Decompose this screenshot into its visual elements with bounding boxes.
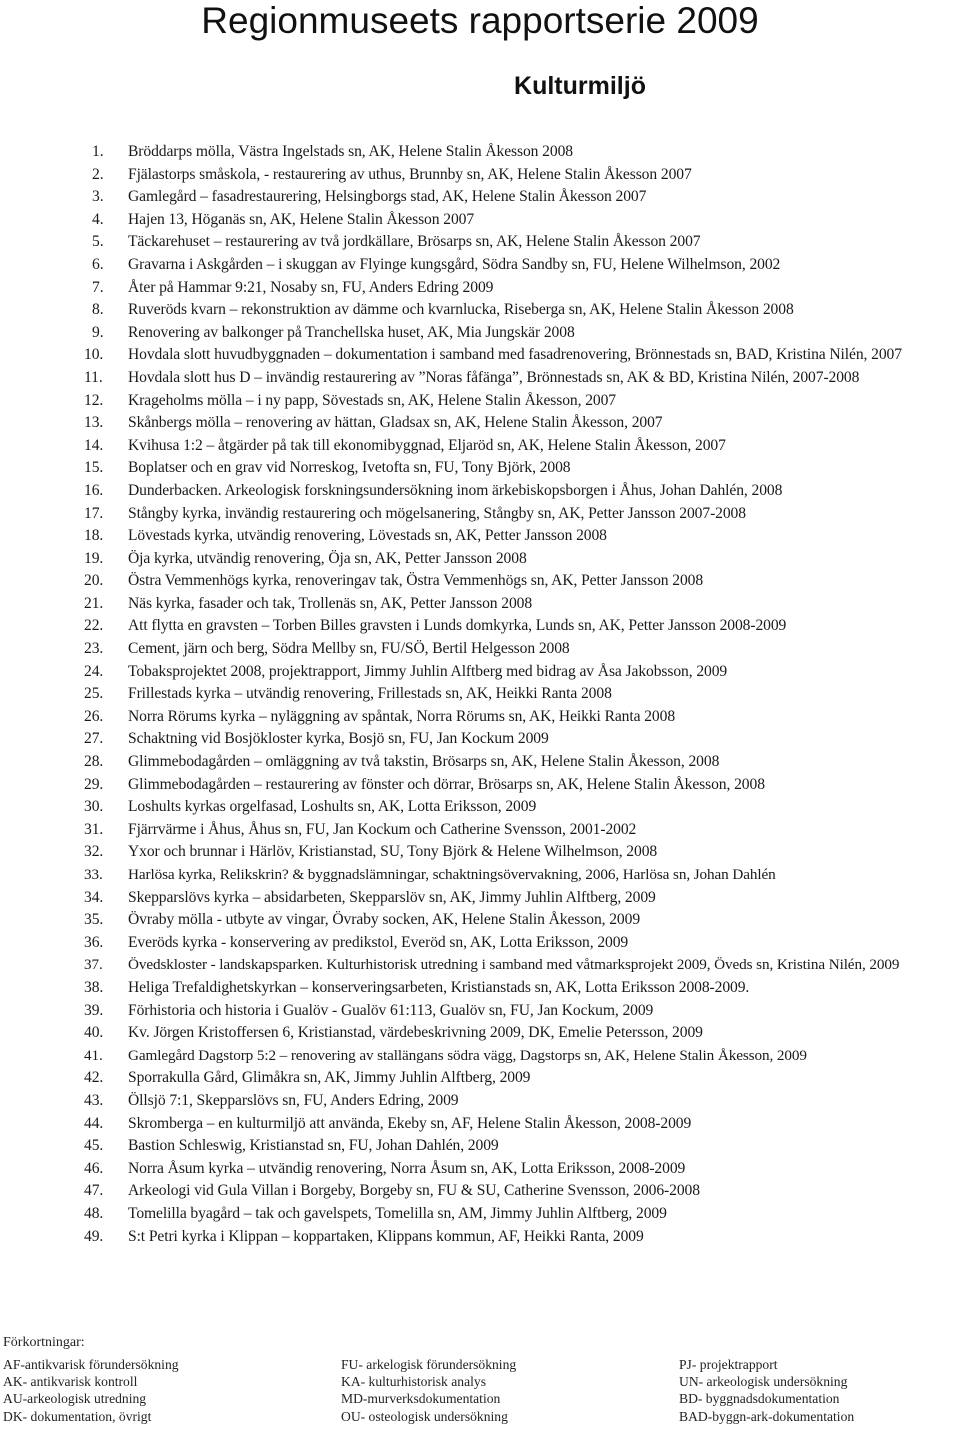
report-text: Norra Åsum kyrka – utvändig renovering, Norra Åsum sn, AK, Lotta Eriksson, 2008-2009 (128, 1159, 686, 1177)
report-number: 14. (84, 436, 104, 454)
report-item (0, 457, 960, 480)
report-item (0, 909, 960, 932)
report-item (0, 209, 960, 232)
report-item (0, 954, 960, 977)
report-item (0, 322, 960, 345)
report-text: Bröddarps mölla, Västra Ingelstads sn, AK, Helene Stalin Åkesson 2008 (128, 143, 573, 160)
abbreviations-heading: Förkortningar: (3, 1335, 85, 1350)
report-text: Fjälastorps småskola, - restaurering av uthus, Brunnby sn, AK, Helene Stalin Åkesson 2007 (128, 165, 692, 183)
report-text: Ruveröds kvarn – rekonstruktion av dämme och kvarnlucka, Riseberga sn, AK, Helene Stalin Åkesson 2008 (128, 301, 794, 319)
report-text: Tobaksprojektet 2008, projektrapport, Jimmy Juhlin Alftberg med bidrag av Åsa Jakobsson, 2009 (128, 662, 728, 680)
report-number: 33. (84, 866, 103, 883)
report-number: 49. (84, 1227, 104, 1245)
report-number: 42. (84, 1069, 104, 1087)
report-number: 22. (84, 617, 104, 635)
report-item (0, 683, 960, 706)
report-text: Hovdala slott huvudbyggnaden – dokumentation i samband med fasadrenovering, Brönnestads sn, BAD, Kristina Nilén, 2007 (128, 346, 902, 364)
report-text: Cement, järn och berg, Södra Mellby sn, FU/SÖ, Bertil Helgesson 2008 (128, 640, 570, 658)
report-number: 35. (84, 911, 104, 929)
report-text: Sporrakulla Gård, Glimåkra sn, AK, Jimmy Juhlin Alftberg, 2009 (128, 1069, 531, 1087)
report-item (0, 638, 960, 661)
abbreviation-entry: UN- arkeologisk undersökning (679, 1374, 848, 1390)
report-item (0, 932, 960, 955)
report-number: 31. (84, 820, 104, 838)
report-number: 38. (84, 978, 104, 996)
report-item (0, 661, 960, 684)
report-item (0, 706, 960, 729)
abbreviation-entry: DK- dokumentation, övrigt (3, 1408, 152, 1424)
report-number: 34. (84, 888, 104, 906)
report-text: Gamlegård Dagstorp 5:2 – renovering av stallängans södra vägg, Dagstorps sn, AK, Helene Stalin Åkesson, 2009 (128, 1046, 807, 1064)
abbreviation-entry: AU-arkeologisk utredning (3, 1391, 147, 1407)
report-number: 15. (84, 459, 104, 477)
report-number: 12. (84, 391, 104, 409)
abbreviation-entry: AK- antikvarisk kontroll (3, 1374, 138, 1390)
report-item (0, 1067, 960, 1090)
report-item (0, 186, 960, 209)
report-item (0, 503, 960, 526)
report-text: Kv. Jörgen Kristoffersen 6, Kristianstad, värdebeskrivning 2009, DK, Emelie Petersson, 2009 (128, 1024, 703, 1042)
report-item (0, 277, 960, 300)
report-item (0, 1158, 960, 1181)
abbreviation-entry: AF-antikvarisk förundersökning (3, 1357, 179, 1372)
abbreviation-entry: KA- kulturhistorisk analys (341, 1374, 486, 1390)
report-number: 11. (84, 368, 103, 386)
report-text: Gamlegård – fasadrestaurering, Helsingborgs stad, AK, Helene Stalin Åkesson 2007 (128, 188, 647, 206)
report-list (0, 141, 960, 1248)
report-text: Glimmebodagården – omläggning av två takstin, Brösarps sn, AK, Helene Stalin Åkesson, 2008 (128, 753, 720, 771)
report-text: Övraby mölla - utbyte av vingar, Övraby socken, AK, Helene Stalin Åkesson, 2009 (128, 911, 641, 929)
report-number: 27. (84, 730, 104, 748)
report-text: Kvihusa 1:2 – åtgärder på tak till ekonomibyggnad, Eljaröd sn, AK, Helene Stalin Åkesson, 2007 (128, 436, 726, 454)
report-number: 28. (84, 753, 104, 771)
abbreviation-entry: PJ- projektrapport (679, 1357, 778, 1372)
report-item (0, 299, 960, 322)
report-text: Heliga Trefaldighetskyrkan – konserveringsarbeten, Kristianstads sn, AK, Lotta Eriksson 2008-2009. (128, 978, 750, 996)
report-item (0, 774, 960, 797)
report-number: 18. (84, 527, 104, 545)
report-item (0, 570, 960, 593)
report-text: Åter på Hammar 9:21, Nosaby sn, FU, Anders Edring 2009 (128, 278, 494, 296)
report-number: 16. (84, 481, 104, 499)
report-text: Renovering av balkonger på Tranchellska huset, AK, Mia Jungskär 2008 (128, 323, 575, 341)
report-number: 17. (84, 504, 104, 522)
report-item (0, 435, 960, 458)
report-item (0, 1113, 960, 1136)
report-item (0, 367, 960, 390)
report-item (0, 480, 960, 503)
report-number: 41. (84, 1046, 103, 1064)
abbreviation-entry: BD- byggnadsdokumentation (679, 1391, 840, 1407)
report-item (0, 1180, 960, 1203)
report-text: Hajen 13, Höganäs sn, AK, Helene Stalin Åkesson 2007 (128, 210, 475, 228)
report-item (0, 977, 960, 1000)
report-item (0, 593, 960, 616)
report-text: Bastion Schleswig, Kristianstad sn, FU, Johan Dahlén, 2009 (128, 1137, 499, 1155)
report-text: Skromberga – en kulturmiljö att använda, Ekeby sn, AF, Helene Stalin Åkesson, 2008-2009 (128, 1114, 692, 1132)
report-text: Loshults kyrkas orgelfasad, Loshults sn, AK, Lotta Eriksson, 2009 (128, 798, 537, 816)
report-text: Öja kyrka, utvändig renovering, Öja sn, AK, Petter Jansson 2008 (128, 549, 527, 567)
report-text: Öllsjö 7:1, Skepparslövs sn, FU, Anders Edring, 2009 (128, 1091, 459, 1109)
abbreviation-entry: OU- osteologisk undersökning (341, 1408, 508, 1424)
report-item (0, 141, 960, 164)
report-number: 47. (84, 1182, 104, 1200)
report-number: 9. (92, 323, 104, 341)
report-item (0, 1226, 960, 1249)
report-text: Boplatser och en grav vid Norreskog, Ivetofta sn, FU, Tony Björk, 2008 (128, 459, 571, 477)
report-number: 30. (84, 798, 104, 816)
report-item (0, 390, 960, 413)
report-number: 6. (92, 255, 104, 273)
section-heading: Kulturmiljö (514, 72, 646, 100)
report-number: 8. (92, 301, 104, 319)
abbreviation-entry: FU- arkelogisk förundersökning (341, 1357, 517, 1372)
report-number: 37. (84, 956, 103, 974)
report-item (0, 1090, 960, 1113)
report-number: 13. (84, 414, 104, 432)
report-item (0, 525, 960, 548)
report-text: Övedskloster - landskapsparken. Kulturhistorisk utredning i samband med våtmarksprojekt 2009, Öveds sn, Kristina Nilén, 2009 (128, 956, 900, 974)
report-number: 24. (84, 662, 104, 680)
report-number: 3. (92, 188, 104, 206)
report-text: Förhistoria och historia i Gualöv - Gualöv 61:113, Gualöv sn, FU, Jan Kockum, 2009 (128, 1001, 654, 1019)
report-item (0, 1135, 960, 1158)
report-number: 46. (84, 1159, 104, 1177)
report-number: 2. (92, 165, 104, 183)
report-item (0, 887, 960, 910)
report-text: Skepparslövs kyrka – absidarbeten, Skepparslöv sn, AK, Jimmy Juhlin Alftberg, 2009 (128, 888, 656, 906)
report-number: 39. (84, 1001, 104, 1019)
report-number: 43. (84, 1091, 104, 1109)
report-item (0, 1022, 960, 1045)
report-item (0, 254, 960, 277)
report-number: 19. (84, 549, 104, 567)
report-item (0, 164, 960, 187)
report-text: Lövestads kyrka, utvändig renovering, Lövestads sn, AK, Petter Jansson 2008 (128, 527, 607, 545)
report-text: Stångby kyrka, invändig restaurering och mögelsanering, Stångby sn, AK, Petter Jansson 2007-2008 (128, 504, 746, 522)
report-text: Östra Vemmenhögs kyrka, renoveringav tak, Östra Vemmenhögs sn, AK, Petter Jansson 2008 (128, 572, 704, 590)
report-number: 25. (84, 685, 104, 703)
report-text: Näs kyrka, fasader och tak, Trollenäs sn, AK, Petter Jansson 2008 (128, 594, 533, 612)
report-item (0, 344, 960, 367)
report-number: 10. (84, 346, 104, 364)
report-text: Gravarna i Askgården – i skuggan av Flyinge kungsgård, Södra Sandby sn, FU, Helene Wilhelmson, 2002 (128, 255, 781, 273)
report-item (0, 412, 960, 435)
report-text: Tomelilla byagård – tak och gavelspets, Tomelilla sn, AM, Jimmy Juhlin Alftberg, 2009 (128, 1204, 667, 1222)
report-number: 1. (92, 143, 104, 160)
report-item (0, 864, 960, 887)
report-item (0, 1203, 960, 1226)
report-number: 7. (92, 278, 104, 296)
report-text: Arkeologi vid Gula Villan i Borgeby, Borgeby sn, FU & SU, Catherine Svensson, 2006-2008 (128, 1182, 700, 1200)
report-text: Att flytta en gravsten – Torben Billes gravsten i Lunds domkyrka, Lunds sn, AK, Petter Jansson 2008-2009 (128, 617, 787, 635)
report-item (0, 231, 960, 254)
report-number: 20. (84, 572, 104, 590)
report-text: Dunderbacken. Arkeologisk forskningsundersökning inom ärkebiskopsborgen i Åhus, Johan Dahlén, 2008 (128, 481, 783, 499)
report-text: Täckarehuset – restaurering av två jordkällare, Brösarps sn, AK, Helene Stalin Åkesson 2007 (128, 233, 701, 251)
report-item (0, 1000, 960, 1023)
report-number: 23. (84, 640, 104, 658)
report-text: Norra Rörums kyrka – nyläggning av spåntak, Norra Rörums sn, AK, Heikki Ranta 2008 (128, 707, 676, 725)
report-text: Harlösa kyrka, Relikskrin? & byggnadslämningar, schaktningsövervakning, 2006, Harlösa sn, Johan Dahlén (128, 866, 776, 883)
report-series-title: Regionmuseets rapportserie 2009 (201, 0, 759, 41)
report-number: 26. (84, 707, 104, 725)
report-text: Skånbergs mölla – renovering av hättan, Gladsax sn, AK, Helene Stalin Åkesson, 2007 (128, 414, 663, 432)
report-number: 48. (84, 1204, 104, 1222)
report-item (0, 751, 960, 774)
report-item (0, 548, 960, 571)
report-number: 45. (84, 1137, 104, 1155)
report-item (0, 796, 960, 819)
report-text: Fjärrvärme i Åhus, Åhus sn, FU, Jan Kockum och Catherine Svensson, 2001-2002 (128, 820, 637, 838)
report-number: 36. (84, 933, 104, 951)
abbreviation-entry: MD-murverksdokumentation (341, 1391, 501, 1407)
report-number: 5. (92, 233, 104, 251)
report-item (0, 819, 960, 842)
report-item (0, 841, 960, 864)
report-number: 32. (84, 843, 104, 861)
abbreviations-grid (3, 1356, 960, 1425)
report-number: 40. (84, 1024, 104, 1042)
report-text: Schaktning vid Bosjökloster kyrka, Bosjö sn, FU, Jan Kockum 2009 (128, 730, 549, 748)
report-item (0, 615, 960, 638)
report-text: Hovdala slott hus D – invändig restaurering av ”Noras fåfänga”, Brönnestads sn, AK & BD, Kristina Nilén, 2007-2008 (128, 368, 860, 386)
report-item (0, 1045, 960, 1068)
report-number: 4. (92, 210, 104, 228)
report-text: S:t Petri kyrka i Klippan – koppartaken, Klippans kommun, AF, Heikki Ranta, 2009 (128, 1227, 644, 1245)
report-text: Glimmebodagården – restaurering av fönster och dörrar, Brösarps sn, AK, Helene Stalin Åkesson, 2008 (128, 775, 765, 793)
report-text: Krageholms mölla – i ny papp, Sövestads sn, AK, Helene Stalin Åkesson, 2007 (128, 391, 616, 409)
report-number: 29. (84, 775, 104, 793)
report-text: Frillestads kyrka – utvändig renovering, Frillestads sn, AK, Heikki Ranta 2008 (128, 685, 612, 703)
report-number: 21. (84, 594, 104, 612)
report-number: 44. (84, 1114, 104, 1132)
report-item (0, 728, 960, 751)
report-text: Everöds kyrka - konservering av predikstol, Everöd sn, AK, Lotta Eriksson, 2009 (128, 933, 629, 951)
abbreviation-entry: BAD-byggn-ark-dokumentation (679, 1408, 855, 1424)
report-text: Yxor och brunnar i Härlöv, Kristianstad, SU, Tony Björk & Helene Wilhelmson, 2008 (128, 843, 658, 861)
